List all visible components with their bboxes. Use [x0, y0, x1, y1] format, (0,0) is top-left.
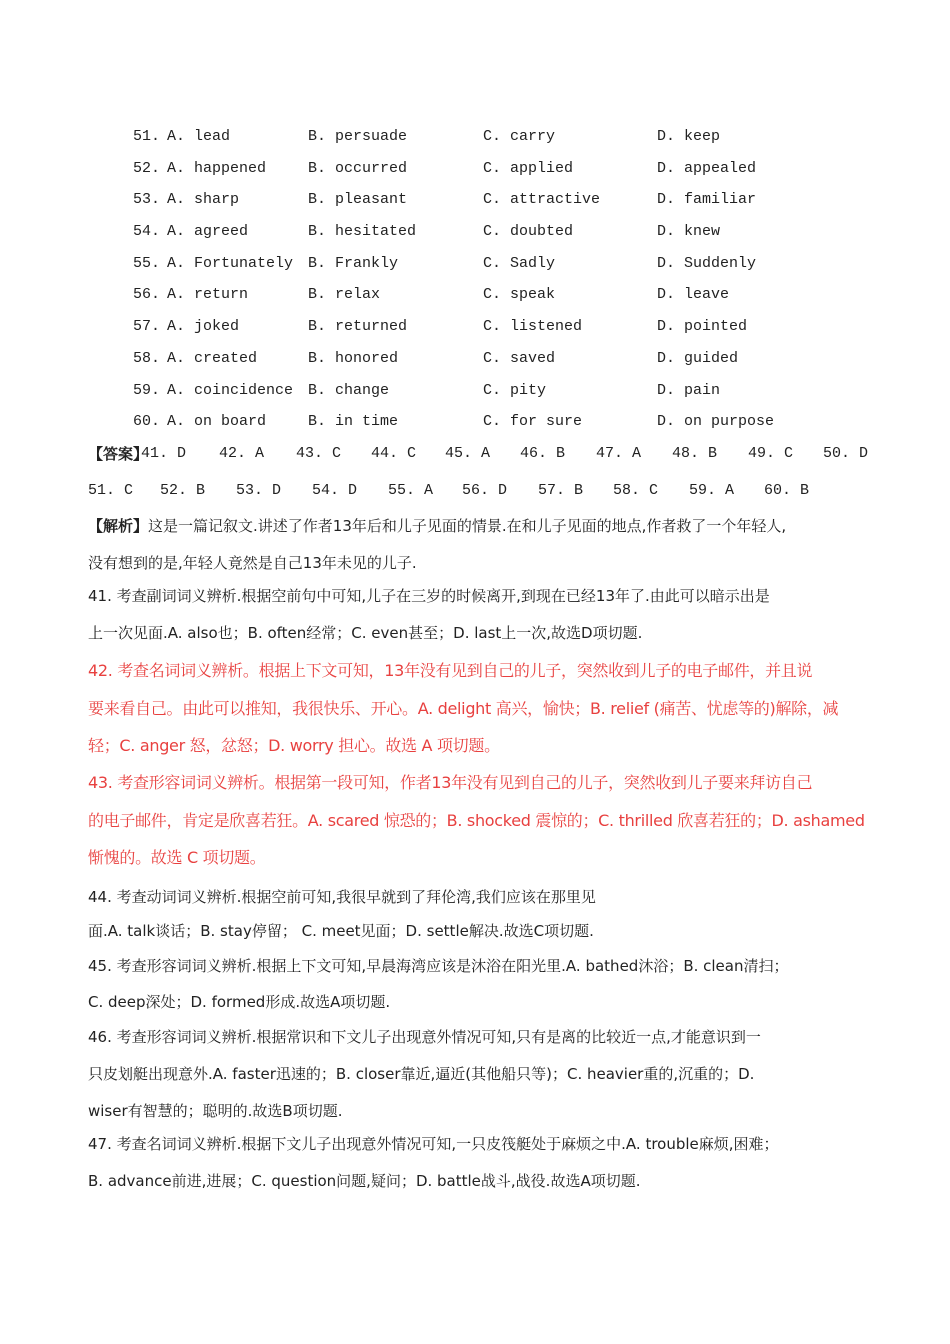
answer-item: 58. C	[613, 482, 659, 499]
question-number: 57.	[133, 318, 161, 336]
option-d: D. leave	[657, 286, 730, 304]
analysis-line: 【解析】这是一篇记叙文.讲述了作者13年后和儿子见面的情景.在和儿子见面的地点,作者救了一个年轻人,	[88, 517, 787, 535]
option-d: D. keep	[657, 128, 721, 145]
explanation-44: 44. 考查动词词义辨析.根据空前可知,我很早就到了拜伦湾,我们应该在那里见 面.A. talk谈话；B. stay停留； C. meet见面；D. settle解决.故选C项切题.	[88, 888, 596, 940]
option-b: B. honored	[308, 349, 399, 367]
explanation-42: 42. 考查名词词义辨析。根据上下文可知，13年没有见到自己的儿子，突然收到儿子的电子邮件，并且说 要来看自己。由此可以推知，我很快乐、开心。A. delight 高兴，愉快；B. relief (痛苦、忧虑等的)解除，减 轻；C. anger 怒，忿怒；D. worry 担心。故选 A 项切题。	[88, 661, 839, 755]
answer-item: 47. A	[596, 445, 642, 462]
option-d: D. appealed	[657, 159, 757, 177]
answer-item: 46. B	[520, 445, 566, 462]
explanation-46: 46. 考查形容词词义辨析.根据常识和下文儿子出现意外情况可知,只有是离的比较近一点,才能意识到一 只皮划艇出现意外.A. faster迅速的；B. closer靠近,逼近(其他船只等)；C. heavier重的,沉重的；D. wiser有智慧的；聪明的.故选B项切题.	[88, 1028, 761, 1120]
question-number: 52.	[133, 159, 161, 177]
answer-key-row-1	[88, 442, 878, 466]
answer-item: 44. C	[371, 445, 417, 462]
option-c: C. attractive	[483, 191, 601, 209]
option-a: A. on board	[167, 413, 267, 431]
option-b: B. Frankly	[308, 254, 399, 272]
option-a: A. coincidence	[167, 381, 294, 399]
option-row	[133, 380, 893, 412]
option-row	[133, 221, 893, 253]
answer-item: 49. C	[748, 445, 794, 462]
question-number: 53.	[133, 191, 161, 209]
answer-item: 53. D	[236, 482, 282, 499]
option-a: A. Fortunately	[167, 254, 294, 272]
option-row	[133, 284, 893, 316]
answer-label: 【答案】	[88, 445, 149, 463]
option-c: C. listened	[483, 318, 583, 336]
option-a: A. lead	[167, 128, 231, 145]
answer-item: 50. D	[823, 445, 869, 462]
answer-item: 60. B	[764, 482, 810, 499]
option-row	[133, 189, 893, 221]
answer-item: 57. B	[538, 482, 584, 499]
answer-item: 54. D	[312, 482, 358, 499]
answer-options-list	[133, 126, 893, 443]
option-d: D. knew	[657, 223, 721, 241]
option-b: B. occurred	[308, 159, 408, 177]
analysis-label: 【解析】	[88, 517, 149, 535]
question-number: 58.	[133, 349, 161, 367]
option-a: A. return	[167, 286, 249, 304]
option-d: D. guided	[657, 349, 739, 367]
option-row	[133, 126, 893, 158]
question-number: 56.	[133, 286, 161, 304]
option-row	[133, 253, 893, 285]
option-a: A. agreed	[167, 223, 249, 241]
explanation-45: 45. 考查形容词词义辨析.根据上下文可知,早晨海湾应该是沐浴在阳光里.A. bathed沐浴；B. clean清扫； C. deep深处；D. formed形成.故选A项切题.	[88, 957, 789, 1011]
option-c: C. doubted	[483, 223, 574, 241]
explanation-41: 41. 考查副词词义辨析.根据空前句中可知,儿子在三岁的时候离开,到现在已经13年了.由此可以暗示出是 上一次见面.A. also也；B. often经常；C. even甚至；D. last上一次,故选D项切题.	[88, 587, 770, 642]
option-row	[133, 158, 893, 190]
option-d: D. Suddenly	[657, 254, 757, 272]
answer-item: 52. B	[160, 482, 206, 499]
option-b: B. persuade	[308, 128, 408, 145]
option-a: A. joked	[167, 318, 240, 336]
option-d: D. pointed	[657, 318, 748, 336]
analysis-paragraph	[88, 508, 878, 582]
question-number: 55.	[133, 254, 161, 272]
answer-item: 41. D	[141, 445, 187, 462]
answer-key-row-2	[88, 479, 878, 503]
option-c: C. for sure	[483, 413, 583, 431]
answer-item: 43. C	[296, 445, 342, 462]
option-c: C. applied	[483, 159, 574, 177]
option-c: C. speak	[483, 286, 556, 304]
explanation-43: 43. 考查形容词词义辨析。根据第一段可知，作者13年没有见到自己的儿子，突然收到儿子要来拜访自己 的电子邮件，肯定是欣喜若狂。A. scared 惊恐的；B. shocked 震惊的；C. thrilled 欣喜若狂的；D. ashamed 惭愧的。故选 C 项切题。	[88, 773, 865, 867]
question-number: 51.	[133, 128, 161, 145]
option-c: C. saved	[483, 349, 556, 367]
option-d: D. on purpose	[657, 413, 775, 431]
answer-item: 51. C	[88, 482, 134, 499]
option-b: B. change	[308, 381, 390, 399]
option-b: B. in time	[308, 413, 399, 431]
option-b: B. pleasant	[308, 191, 408, 209]
option-b: B. hesitated	[308, 223, 417, 241]
answer-item: 48. B	[672, 445, 718, 462]
option-c: C. carry	[483, 128, 556, 145]
option-row	[133, 348, 893, 380]
question-number: 54.	[133, 223, 161, 241]
option-a: A. sharp	[167, 191, 240, 209]
answer-item: 45. A	[445, 445, 491, 462]
explanation-47: 47. 考查名词词义辨析.根据下文儿子出现意外情况可知,一只皮筏艇处于麻烦之中.A. trouble麻烦,困难； B. advance前进,进展；C. question问题,疑问；D. battle战斗,战役.故选A项切题.	[88, 1135, 779, 1190]
option-row	[133, 411, 893, 443]
question-number: 59.	[133, 381, 161, 399]
answer-item: 42. A	[219, 445, 265, 462]
option-b: B. relax	[308, 286, 381, 304]
option-row	[133, 316, 893, 348]
option-d: D. familiar	[657, 191, 757, 209]
answer-item: 59. A	[689, 482, 735, 499]
answer-item: 56. D	[462, 482, 508, 499]
option-c: C. pity	[483, 381, 547, 399]
answer-item: 55. A	[388, 482, 434, 499]
analysis-line: 没有想到的是,年轻人竟然是自己13年未见的儿子.	[88, 554, 417, 572]
option-d: D. pain	[657, 381, 721, 399]
question-number: 60.	[133, 413, 161, 431]
option-a: A. created	[167, 349, 258, 367]
option-c: C. Sadly	[483, 254, 556, 272]
option-b: B. returned	[308, 318, 408, 336]
option-a: A. happened	[167, 159, 267, 177]
